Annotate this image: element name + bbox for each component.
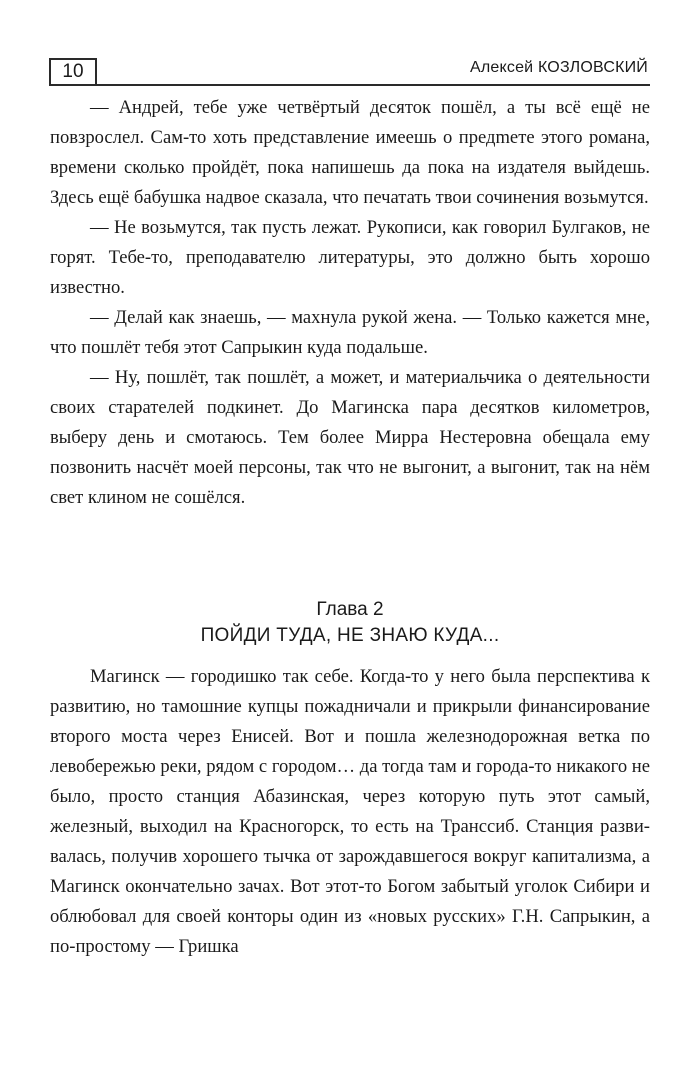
paragraph: — Ну, пошлёт, так пошлёт, а может, и материальчика о деятельности своих старателей подкинет. До Магинска пара десятков километров, выберу день и смотаюсь. Тем более Мирра Нестеровна обещала ему позвонить насчёт моей персоны, так что не выгонит, а выгонит, так на нём свет клином не сошёлся. bbox=[50, 367, 650, 508]
chapter-title: ПОЙДИ ТУДА, НЕ ЗНАЮ КУДА... bbox=[200, 625, 500, 646]
paragraph: Магинск — городишко так себе. Когда-то у него была перспектива к развитию, но тамошние купцы пожадничали и прикрыли финансирование второго моста через Енисей. Вот и пошла железнодорожная ветка по левобережью реки, рядом с городом… да тогда там и города-то никакого не было, просто станция Абазинская, через которую путь этот самый, железный, выходил на Красногорск, то есть на Транссиб. Станция развивалась, получив хорошего тычка от зарождавшегося вокруг капитализма, а Магинск окончательно зачах. Вот этот-то Богом забытый уголок Сибири и облюбовал для своей конторы один из «новых русских» Г.Н. Сапрыкин, а по-простому — Гришка bbox=[50, 666, 650, 957]
page-number: 10 bbox=[49, 58, 97, 84]
paragraph: — Не возьмутся, так пусть лежат. Рукописи, как говорил Булгаков, не горят. Тебе-то, преподавателю литературы, это должно быть хорошо известно. bbox=[50, 217, 650, 298]
text-block-chapter-opening bbox=[50, 662, 650, 962]
running-head-author: Алексей КОЗЛОВСКИЙ bbox=[470, 59, 648, 76]
chapter-number: Глава 2 bbox=[316, 599, 384, 620]
page-header bbox=[49, 54, 650, 86]
text-block-dialogue bbox=[50, 93, 650, 513]
paragraph: — Делай как знаешь, — махнула рукой жена. — Только кажется мне, что пошлёт тебя этот Сапрыкин куда подальше. bbox=[50, 307, 650, 358]
paragraph: — Андрей, тебе уже четвёртый десяток пошёл, а ты всё ещё не повзрослел. Сам-то хоть представление имеешь о предmете этого романа, времени сколько пройдёт, пока напишешь да пока на издателя выйдешь. Здесь ещё бабушка надвое сказала, что печатать твои сочинения возьмутся. bbox=[50, 97, 650, 208]
